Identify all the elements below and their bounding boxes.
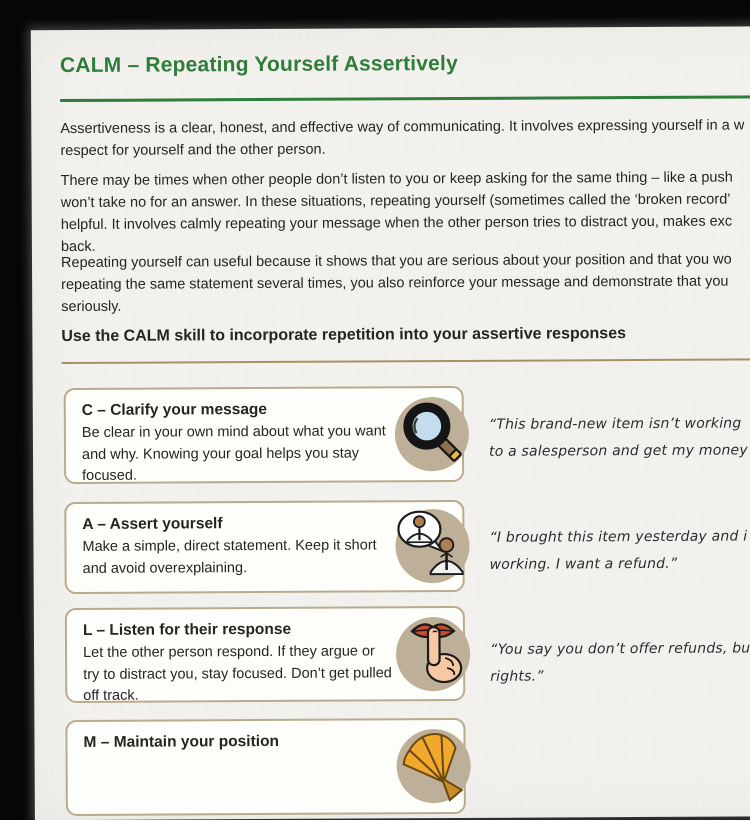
worksheet-page <box>31 26 750 820</box>
intro-paragraph-2 <box>61 167 734 259</box>
paragraph-line: seriously. <box>61 298 122 316</box>
magnifier-icon <box>394 396 470 472</box>
shh-icon <box>395 615 471 691</box>
step-body-line: Let the other person respond. If they argue or <box>83 643 375 661</box>
paragraph-line: back. <box>60 238 96 256</box>
paragraph-line: won’t take no for an answer. In these situations, repeating yourself (sometimes called the ‘broken record’ <box>60 191 731 212</box>
quote-line: “I brought this item yesterday and i <box>489 528 748 546</box>
step-box-listen <box>65 606 465 703</box>
quote-line: working. I want a refund.” <box>489 555 678 573</box>
paragraph-line: helpful. It involves calmly repeating your message when the other person tries to distract you, makes exc <box>60 213 733 234</box>
quote-line: rights.” <box>490 668 544 685</box>
conversation-icon <box>394 508 470 584</box>
step-body-line: Be clear in your own mind about what you want <box>81 423 386 441</box>
paragraph-line: There may be times when other people don’t listen to you or keep asking for the same thing – like a push <box>60 169 733 190</box>
title-divider <box>60 95 750 102</box>
step-body-line: Make a simple, direct statement. Keep it short <box>82 537 377 555</box>
step-row-maintain <box>65 716 750 812</box>
step-title: C – Clarify your message <box>81 400 268 419</box>
step-row-assert <box>64 498 750 590</box>
step-row-clarify <box>64 384 750 484</box>
page-title: CALM – Repeating Yourself Assertively <box>59 51 459 78</box>
step-body-line: focused. <box>82 467 137 484</box>
step-row-listen <box>65 604 750 704</box>
step-body-line: and avoid overexplaining. <box>82 559 248 577</box>
quote-line: “This brand-new item isn’t working <box>488 415 742 433</box>
intro-paragraph-3 <box>61 249 732 319</box>
step-box-maintain <box>65 718 465 816</box>
step-title: A – Assert yourself <box>82 515 223 533</box>
subheading-divider <box>62 358 750 364</box>
step-box-assert <box>64 500 464 594</box>
step-box-clarify <box>64 386 464 484</box>
step-body-line: and why. Knowing your goal helps you stay <box>81 444 360 463</box>
intro-paragraph-1 <box>60 114 744 162</box>
paragraph-line: repeating the same statement several times, you also reinforce your message and demonstrate that you <box>61 273 729 294</box>
step-title: M – Maintain your position <box>83 732 280 751</box>
gramophone-icon <box>395 728 471 804</box>
example-quote-clarify <box>489 410 748 465</box>
quote-line: to a salesperson and get my money <box>488 442 748 460</box>
example-quote-listen <box>490 635 750 690</box>
paragraph-line: Repeating yourself can useful because it shows that you are serious about your position and that you wo <box>60 251 732 272</box>
paragraph-line: Assertiveness is a clear, honest, and effective way of communicating. It involves expressing yourself in a w <box>60 117 745 138</box>
paragraph-line: respect for yourself and the other person. <box>60 141 326 160</box>
section-subheading: Use the CALM skill to incorporate repetition into your assertive responses <box>61 325 627 346</box>
step-body-line: off track. <box>83 687 139 704</box>
step-title: L – Listen for their response <box>82 620 292 639</box>
example-quote-assert <box>489 523 747 578</box>
step-body-line: try to distract you, stay focused. Don’t get pulled <box>83 664 392 683</box>
quote-line: “You say you don’t offer refunds, bu <box>489 640 750 658</box>
